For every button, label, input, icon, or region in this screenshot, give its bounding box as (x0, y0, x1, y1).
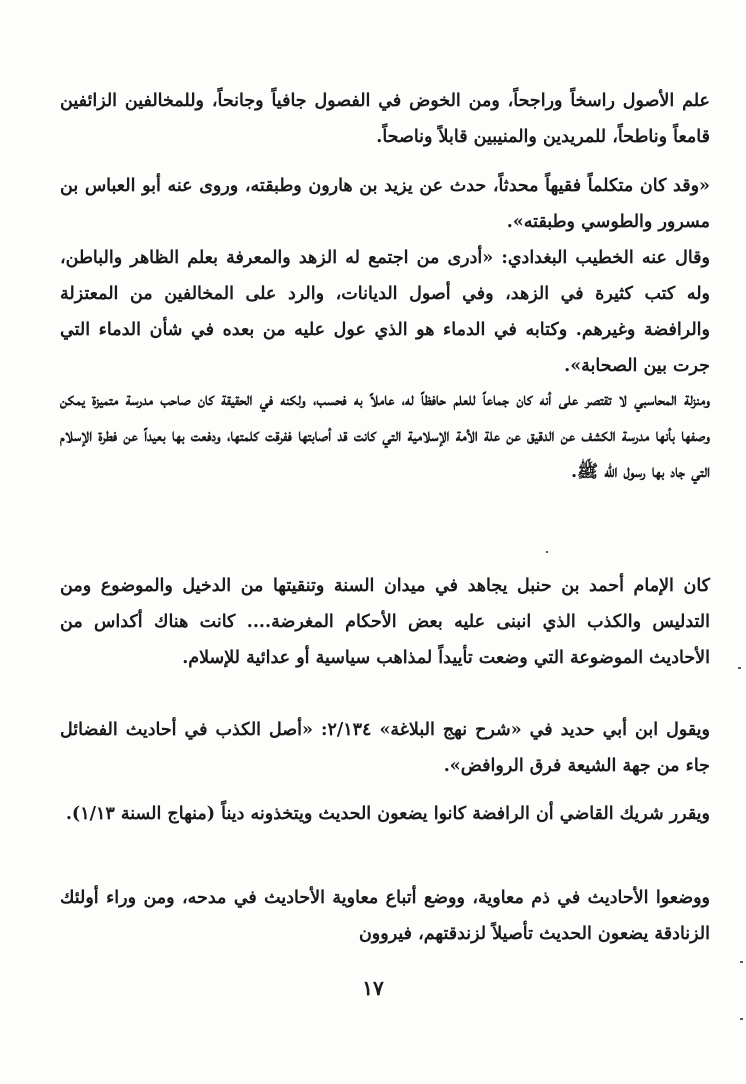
paragraph-7: ويقرر شريك القاضي أن الرافضة كانوا يضعون الحديث ويتخذونه ديناً (منهاج السنة ١/١٣). (65, 804, 710, 824)
paragraph-1: علم الأصول راسخاً وراجحاً، ومن الخوض في الفصول جافياً وجانحاً، وللمخالفين الزائفين قامعاً وناطحاً، للمريدين والمنيبين قابلاً وناصحاً. (60, 91, 710, 147)
paragraph-6: ويقول ابن أبي حديد في «شرح نهج البلاغة» ٢/١٣٤: «أصل الكذب في أحاديث الفضائل جاء من جهة الشيعة فرق الروافض». (60, 720, 711, 776)
margin-mark (740, 961, 743, 963)
paragraph-5: كان الإمام أحمد بن حنبل يجاهد في ميدان السنة وتنقيتها من الدخيل والموضوع ومن التدليس والكذب الذي انبنى عليه بعض الأحكام المغرضة.... كانت هناك أكداس من الأحاديث الموضوعة التي وضعت تأييداً لمذاهب سياسية أو عدائية للإسلام. (60, 576, 710, 668)
ink-speck (546, 551, 548, 553)
margin-mark (738, 667, 741, 669)
page-number: ١٧ (362, 976, 384, 1000)
margin-mark (740, 1018, 743, 1020)
paragraph-4: ومنزلة المحاسبي لا تقتصر على أنه كان جماعاً للعلم حافظاً له، عاملاً به فحسب، ولكنه في الحقيقة كان صاحب مدرسة متميزة يمكن وصفها بأنها مدرسة الكشف عن الدقيق عن علة الأمة الإسلامية التي كانت قد أصابتها ففرقت كلمتها، ودفعت بها بعيداً عن فطرة الإسلام التي جاد بها رسول الله ﷺ. (60, 390, 710, 482)
paragraph-3: وقال عنه الخطيب البغدادي: «أدرى من اجتمع له الزهد والمعرفة بعلم الظاهر والباطن، وله كتب كثيرة في الزهد، وفي أصول الديانات، والرد على المخالفين من المعتزلة والرافضة وغيرهم. وكتابه في الدماء هو الذي عول عليه من بعده في شأن الدماء التي جرت بين الصحابة». (60, 248, 710, 376)
paragraph-2: «وقد كان متكلماً فقيهاً محدثاً، حدث عن يزيد بن هارون وطبقته، وروى عنه أبو العباس بن مسرور والطوسي وطبقته». (60, 176, 710, 232)
paragraph-8: ووضعوا الأحاديث في ذم معاوية، ووضع أتباع معاوية الأحاديث في مدحه، ومن وراء أولئك الزنادقة يضعون الحديث تأصيلاً لزندقتهم، فيروون (60, 888, 710, 944)
